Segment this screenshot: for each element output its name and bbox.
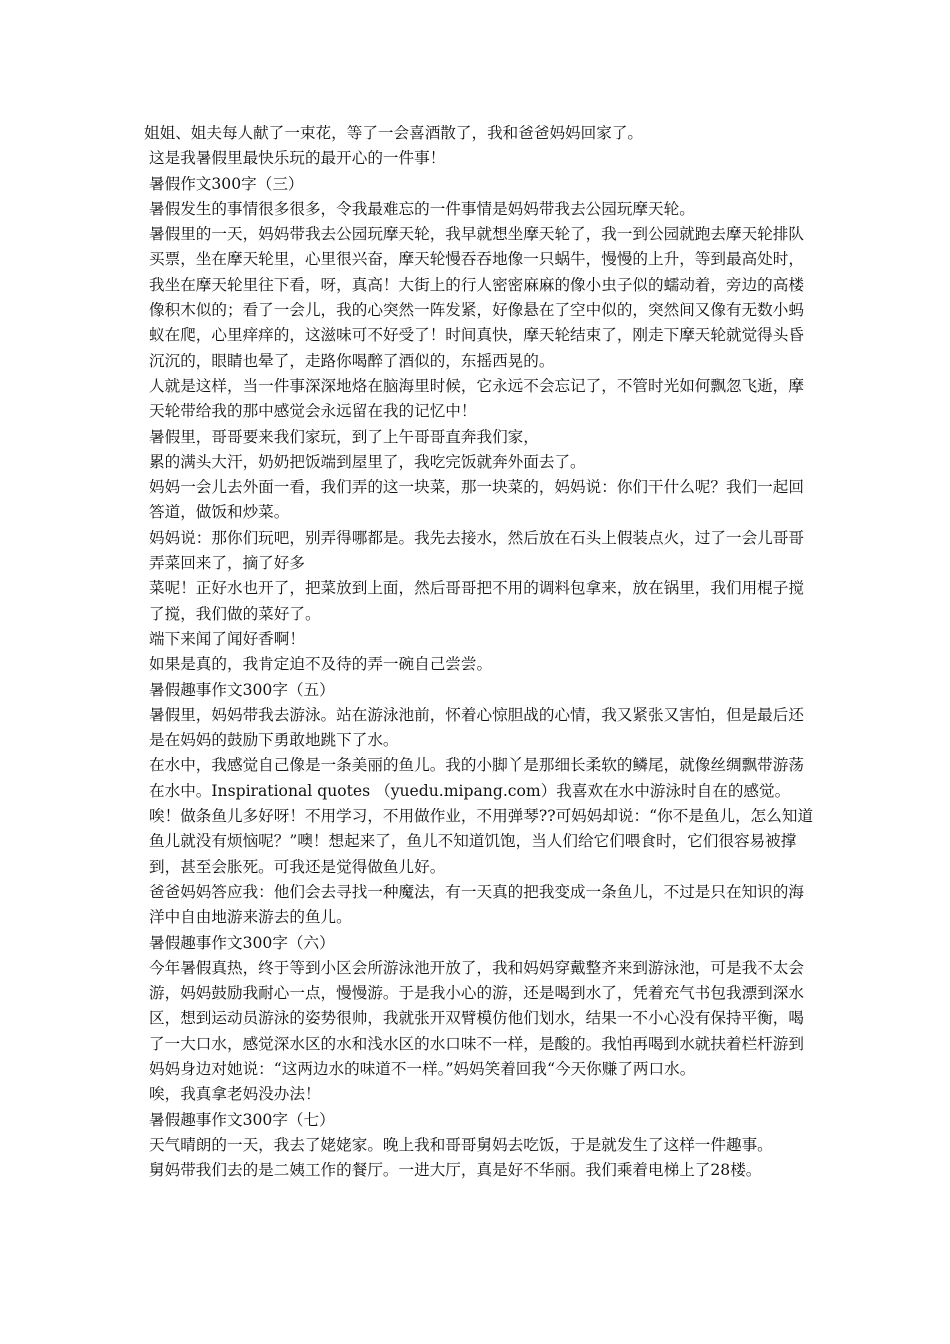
section-heading-5: 暑假趣事作文300字（五） bbox=[149, 680, 335, 699]
paragraph-2: 这是我暑假里最快乐玩的最开心的一件事！ bbox=[149, 149, 446, 168]
paragraph-12: 端下来闻了闻好香啊！ bbox=[149, 629, 305, 648]
paragraph-1: 姐姐、姐夫每人献了一束花，等了一会喜酒散了，我和爸爸妈妈回家了。 bbox=[144, 124, 644, 142]
section-heading-6: 暑假趣事作文300字（六） bbox=[149, 933, 335, 952]
paragraph-5: 暑假里的一天，妈妈带我去公园玩摩天轮，我早就想坐摩天轮了，我一到公园就跑去摩天轮排队买票，坐在摩天轮里，心里很兴奋，摩天轮慢吞吞地像一只蜗牛，慢慢的上升，等到最高处时，我坐在摩天轮里往下看，呀，真高！大街上的行人密密麻麻的像小虫子似的蠕动着，旁边的高楼像积木似的；看了一会儿，我的心突然一阵发紧，好像悬在了空中似的，突然间又像有无数小蚂蚁在爬，心里痒痒的，这滋味可不好受了！时间真快，摩天轮结束了，刚走下摩天轮就觉得头昏沉沉的，眼睛也晕了，走路你喝醉了酒似的，东摇西晃的。 bbox=[149, 225, 804, 370]
paragraph-11: 菜呢！正好水也开了，把菜放到上面，然后哥哥把不用的调料包拿来，放在锅里，我们用棍子搅了搅，我们做的菜好了。 bbox=[149, 579, 804, 623]
paragraph-16: 在水中，我感觉自己像是一条美丽的鱼儿。我的小脚丫是那细长柔软的鳞尾，就像丝绸飘带游荡在水中。Inspirational quotes （yuedu.mipang.com）我喜欢在水中游泳时自在的感觉。唉！做条鱼儿多好呀！不用学习，不用做作业，不用弹琴??可妈妈却说：“你不是鱼儿，怎么知道鱼儿就没有烦恼呢？”噢！想起来了，鱼儿不知道饥饱，当人们给它们喂食时，它们很容易被撑到，甚至会胀死。可我还是觉得做鱼儿好。 bbox=[149, 756, 814, 876]
paragraph-9: 妈妈一会儿去外面一看，我们弄的这一块菜，那一块菜的，妈妈说：你们干什么呢？我们一起回答道，做饭和炒菜。 bbox=[149, 478, 804, 522]
paragraph-23: 舅妈带我们去的是二姨工作的餐厅。一进大厅，真是好不华丽。我们乘着电梯上了28楼。 bbox=[149, 1161, 762, 1180]
paragraph-4: 暑假发生的事情很多很多，令我最难忘的一件事情是妈妈带我去公园玩摩天轮。 bbox=[149, 199, 695, 218]
paragraph-17: 爸爸妈妈答应我：他们会去寻找一种魔法，有一天真的把我变成一条鱼儿，不过是只在知识的海洋中自由地游来游去的鱼儿。 bbox=[149, 882, 804, 927]
paragraph-22: 天气晴朗的一天，我去了姥姥家。晚上我和哥哥舅妈去吃饭，于是就发生了这样一件趣事。 bbox=[149, 1135, 773, 1154]
paragraph-6: 人就是这样，当一件事深深地烙在脑海里时候，它永远不会忘记了，不管时光如何飘忽飞逝，摩天轮带给我的那中感觉会永远留在我的记忆中！ bbox=[149, 376, 804, 421]
section-heading-3: 暑假作文300字（三） bbox=[149, 174, 304, 193]
paragraph-13: 如果是真的，我肯定迫不及待的弄一碗自己尝尝。 bbox=[149, 655, 493, 674]
paragraph-10: 妈妈说：那你们玩吧，别弄得哪都是。我先去接水，然后放在石头上假装点火，过了一会儿哥哥弄菜回来了，摘了好多 bbox=[149, 528, 804, 573]
paragraph-7: 暑假里，哥哥要来我们家玩，到了上午哥哥直奔我们家， bbox=[149, 427, 539, 446]
paragraph-8: 累的满头大汗，奶奶把饭端到屋里了，我吃完饭就奔外面去了。 bbox=[149, 452, 586, 471]
paragraph-20: 唉，我真拿老妈没办法！ bbox=[149, 1085, 321, 1104]
paragraph-19: 今年暑假真热，终于等到小区会所游泳池开放了，我和妈妈穿戴整齐来到游泳池，可是我不太会游，妈妈鼓励我耐心一点，慢慢游。于是我小心的游，还是喝到水了，凭着充气书包我漂到深水区，想到运动员游泳的姿势很帅，我就张开双臂模仿他们划水，结果一不小心没有保持平衡，喝了一大口水，感觉深水区的水和浅水区的水口味不一样，是酸的。我怕再喝到水就扶着栏杆游到妈妈身边对她说：“这两边水的味道不一样。”妈妈笑着回我“今天你赚了两口水。 bbox=[149, 958, 804, 1078]
paragraph-15: 暑假里，妈妈带我去游泳。站在游泳池前，怀着心惊胆战的心情，我又紧张又害怕，但是最后还是在妈妈的鼓励下勇敢地跳下了水。 bbox=[149, 705, 804, 750]
section-heading-7: 暑假趣事作文300字（七） bbox=[149, 1110, 335, 1129]
document-body bbox=[144, 121, 816, 1183]
